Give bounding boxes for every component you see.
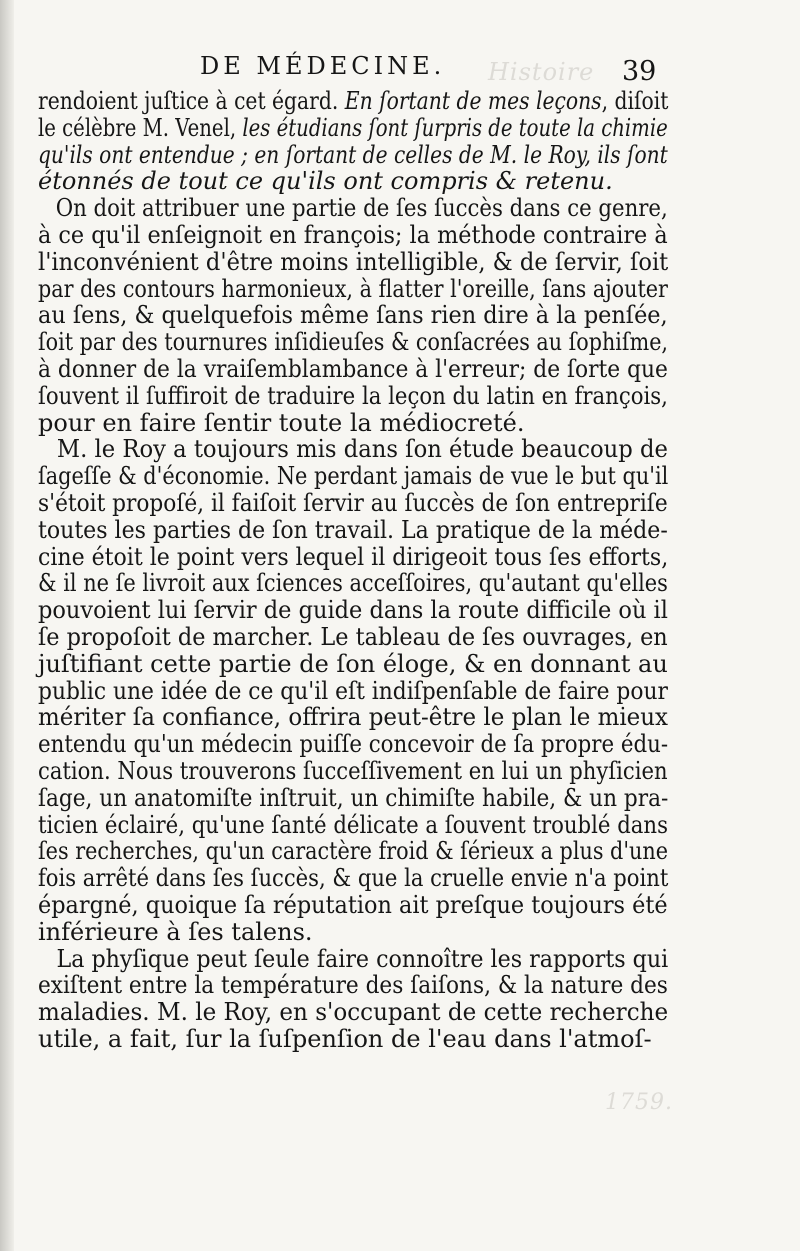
text-line bbox=[38, 971, 668, 1000]
text-segment: à ce qu'il enſeignoit en françois; la méthode contraire à bbox=[38, 220, 668, 249]
text-segment: ſage, un anatomiſte inſtruit, un chimiſte habile, & un pra- bbox=[38, 783, 669, 812]
page-number: 39 bbox=[622, 56, 657, 87]
text-segment: La phyſique peut ſeule faire connoître les rapports qui bbox=[56, 944, 669, 973]
italic-text: les étudians ſont ſurpris de toute la chimie bbox=[242, 113, 668, 142]
text-line bbox=[38, 864, 669, 893]
text-segment: l'inconvénient d'être moins intelligible, & de ſervir, ſoit bbox=[38, 247, 669, 276]
text-line bbox=[38, 596, 668, 625]
paragraph bbox=[38, 946, 668, 1053]
text-segment: inférieure à ſes talens. bbox=[38, 917, 313, 946]
text-segment: ſoit par des tournures inſidieuſes & conſacrées au ſophiſme, bbox=[38, 328, 669, 357]
text-segment: juſtifiant cette partie de ſon éloge, & en donnant au bbox=[38, 649, 668, 678]
text-line bbox=[38, 410, 668, 437]
text-segment: ſouvent il ſuffiroit de traduire la leçon du latin en françois, bbox=[38, 381, 668, 410]
text-segment: mériter ſa confiance, offrira peut-être le plan le mieux bbox=[38, 703, 668, 732]
text-segment: s'étoit propoſé, il faiſoit ſervir au ſuccès de ſon entrepriſe bbox=[38, 488, 668, 517]
paragraph bbox=[38, 436, 668, 945]
text-line bbox=[38, 703, 668, 732]
text-segment: , diſoit bbox=[601, 87, 669, 115]
bleed-through-text: Histoire bbox=[488, 58, 595, 86]
text-segment: utile, a fait, ſur la ſuſpenſion de l'eau dans l'atmoſ- bbox=[38, 1024, 652, 1053]
text-line bbox=[38, 1026, 668, 1053]
text-line bbox=[38, 837, 669, 866]
text-segment: ſe propoſoit de marcher. Le tableau de ſes ouvrages, en bbox=[38, 622, 668, 651]
page-edge bbox=[0, 0, 14, 1251]
text-segment: maladies. M. le Roy, en s'occupant de cette recherche bbox=[38, 998, 669, 1027]
text-segment: pour en faire ſentir toute la médiocreté. bbox=[38, 408, 525, 437]
text-segment: cation. Nous trouverons ſucceſſivement en lui un phyſicien bbox=[38, 756, 668, 785]
text-line bbox=[38, 354, 668, 383]
text-segment: ſes recherches, qu'un caractère froid & ſérieux a plus d'une bbox=[38, 837, 669, 866]
text-line bbox=[38, 140, 668, 169]
text-line bbox=[38, 944, 669, 973]
body-text bbox=[38, 88, 668, 1053]
text-segment: ſageſſe & d'économie. Ne perdant jamais de vue le but qu'il bbox=[38, 462, 669, 491]
text-line bbox=[38, 194, 668, 223]
text-line bbox=[38, 810, 668, 839]
text-line bbox=[38, 488, 668, 517]
text-segment: cine étoit le point vers lequel il dirigeoit tous ſes efforts, bbox=[38, 542, 669, 571]
text-line bbox=[38, 435, 668, 464]
text-segment: pouvoient lui ſervir de guide dans la route difficile où il bbox=[38, 596, 668, 625]
text-line bbox=[38, 462, 669, 491]
text-segment: exiſtent entre la température des ſaiſons, & la nature des bbox=[38, 971, 668, 1000]
text-segment: le célèbre M. Venel, bbox=[38, 113, 243, 142]
text-line bbox=[38, 998, 669, 1027]
italic-text: qu'ils ont entendue ; en ſortant de celles de M. le Roy, ils ſont bbox=[38, 140, 668, 169]
text-segment: entendu qu'un médecin puiſſe concevoir de ſa propre édu- bbox=[38, 730, 669, 759]
running-head: DE MÉDECINE. bbox=[200, 52, 446, 80]
text-segment: fois arrêté dans ſes ſuccès, & que la cruelle envie n'a point bbox=[38, 864, 669, 893]
bleed-through-text: 1759. bbox=[605, 1090, 673, 1115]
text-line bbox=[38, 301, 668, 330]
text-line bbox=[38, 919, 668, 946]
text-segment: à donner de la vraiſemblambance à l'erreur; de ſorte que bbox=[38, 354, 668, 383]
text-line bbox=[38, 783, 669, 812]
text-line bbox=[38, 676, 668, 705]
text-line bbox=[38, 542, 669, 571]
text-line bbox=[38, 381, 668, 410]
text-line bbox=[38, 515, 668, 544]
text-line bbox=[38, 756, 668, 785]
text-line bbox=[38, 113, 668, 142]
text-segment: On doit attribuer une partie de ſes ſuccès dans ce genre, bbox=[55, 194, 668, 223]
text-segment: toutes les parties de ſon travail. La pratique de la méde- bbox=[38, 515, 668, 544]
text-line bbox=[38, 274, 668, 303]
text-line bbox=[38, 220, 668, 249]
text-line bbox=[38, 168, 668, 195]
paragraph bbox=[38, 88, 668, 195]
text-line bbox=[38, 730, 669, 759]
italic-text: En ſortant de mes leçons bbox=[344, 87, 602, 115]
text-segment: rendoient juſtice à cet égard. bbox=[38, 87, 345, 115]
text-segment: par des contours harmonieux, à flatter l'oreille, ſans ajouter bbox=[38, 274, 668, 303]
text-line bbox=[38, 328, 669, 357]
paragraph bbox=[38, 195, 668, 436]
text-line bbox=[38, 622, 668, 651]
text-line bbox=[38, 651, 668, 678]
text-line bbox=[38, 569, 668, 598]
text-segment: public une idée de ce qu'il eſt indiſpenſable de faire pour bbox=[38, 676, 668, 705]
text-segment: épargné, quoique ſa réputation ait preſque toujours été bbox=[38, 890, 668, 919]
text-segment: au ſens, & quelquefois même ſans rien dire à la penſée, bbox=[38, 301, 668, 330]
text-segment: & il ne ſe livroit aux ſciences acceſſoires, qu'autant qu'elles bbox=[38, 569, 668, 598]
text-line bbox=[38, 87, 669, 115]
text-line bbox=[38, 247, 669, 276]
text-segment: ticien éclairé, qu'une ſanté délicate a ſouvent troublé dans bbox=[38, 810, 668, 839]
text-line bbox=[38, 890, 668, 919]
text-segment: M. le Roy a toujours mis dans ſon étude beaucoup de bbox=[56, 435, 668, 464]
italic-text: étonnés de tout ce qu'ils ont compris & retenu. bbox=[38, 167, 613, 196]
